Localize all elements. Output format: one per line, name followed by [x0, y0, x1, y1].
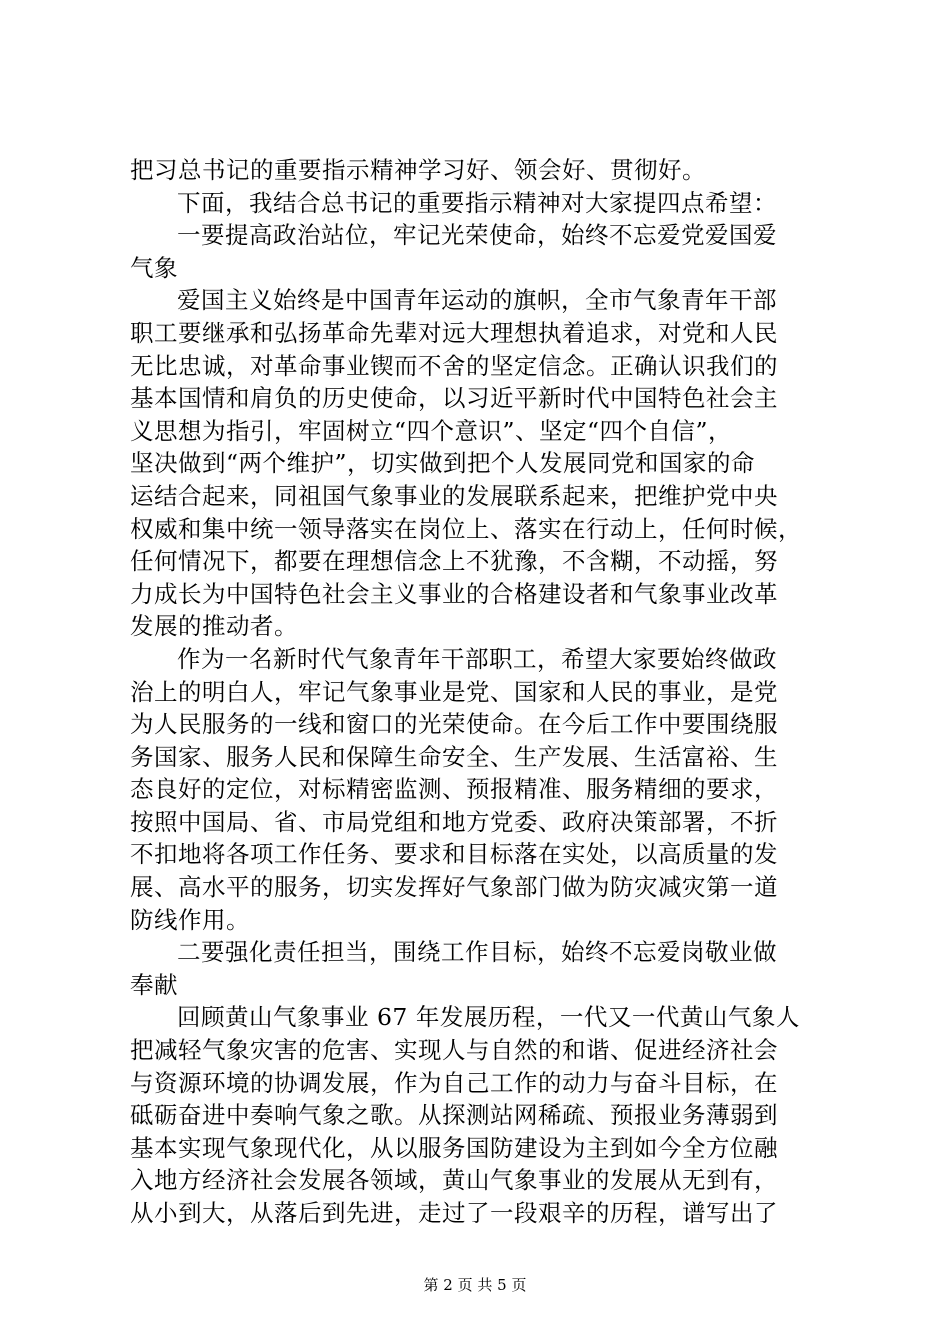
text-line: 基本实现气象现代化，从以服务国防建设为主到如今全方位融: [130, 1133, 778, 1162]
text-line: 一要提高政治站位，牢记光荣使命，始终不忘爱党爱国爱: [177, 221, 777, 250]
text-line: 不扣地将各项工作任务、要求和目标落在实处，以高质量的发: [130, 840, 778, 869]
text-line: 态良好的定位，对标精密监测、预报精准、服务精细的要求，: [130, 775, 778, 804]
text-line: 力成长为中国特色社会主义事业的合格建设者和气象事业改革: [130, 579, 778, 608]
text-line: 基本国情和肩负的历史使命，以习近平新时代中国特色社会主: [130, 384, 778, 413]
text-line: 二要强化责任担当，围绕工作目标，始终不忘爱岗敬业做: [177, 938, 777, 967]
text-line: 为人民服务的一线和窗口的光荣使命。在今后工作中要围绕服: [130, 710, 778, 739]
text-line: 运结合起来，同祖国气象事业的发展联系起来，把维护党中央: [130, 481, 778, 510]
text-line: 务国家、服务人民和保障生命安全、生产发展、生活富裕、生: [130, 742, 778, 771]
text-line: 作为一名新时代气象青年干部职工，希望大家要始终做政: [177, 644, 777, 673]
text-line: 爱国主义始终是中国青年运动的旗帜，全市气象青年干部: [177, 286, 777, 315]
text-line: 义思想为指引，牢固树立“四个意识”、坚定“四个自信”，: [130, 416, 733, 445]
text-line: 入地方经济社会发展各领域，黄山气象事业的发展从无到有，: [130, 1166, 778, 1195]
text-line: 治上的明白人，牢记气象事业是党、国家和人民的事业，是党: [130, 677, 778, 706]
text-line: 任何情况下，都要在理想信念上不犹豫，不含糊，不动摇，努: [130, 547, 778, 576]
page-footer: 第 2 页 共 5 页: [423, 1276, 527, 1294]
text-line: 把减轻气象灾害的危害、实现人与自然的和谐、促进经济社会: [130, 1036, 778, 1065]
text-line: 发展的推动者。: [130, 612, 298, 641]
text-line: 把习总书记的重要指示精神学习好、领会好、贯彻好。: [130, 156, 706, 184]
text-line: 砥砺奋进中奏响气象之歌。从探测站网稀疏、预报业务薄弱到: [130, 1101, 778, 1130]
text-line: 防线作用。: [130, 905, 250, 934]
text-line: 从小到大，从落后到先进，走过了一段艰辛的历程，谱写出了: [130, 1199, 778, 1227]
text-line: 按照中国局、省、市局党组和地方党委、政府决策部署，不折: [130, 807, 778, 836]
document-body: [130, 154, 830, 1230]
text-line: 无比忠诚，对革命事业锲而不舍的坚定信念。正确认识我们的: [130, 351, 778, 380]
text-line: 职工要继承和弘扬革命先辈对远大理想执着追求，对党和人民: [130, 318, 778, 347]
text-line: 奉献: [130, 970, 178, 999]
text-line: 展、高水平的服务，切实发挥好气象部门做为防灾减灾第一道: [130, 873, 778, 902]
text-line: 气象: [130, 253, 178, 282]
text-line: 与资源环境的协调发展，作为自己工作的动力与奋斗目标，在: [130, 1068, 778, 1097]
text-line: 坚决做到“两个维护”，切实做到把个人发展同党和国家的命: [130, 449, 756, 478]
text-line: 回顾黄山气象事业 67 年发展历程，一代又一代黄山气象人: [177, 1003, 800, 1032]
text-line: 下面，我结合总书记的重要指示精神对大家提四点希望：: [177, 188, 777, 217]
text-line: 权威和集中统一领导落实在岗位上、落实在行动上，任何时候，: [130, 514, 802, 543]
